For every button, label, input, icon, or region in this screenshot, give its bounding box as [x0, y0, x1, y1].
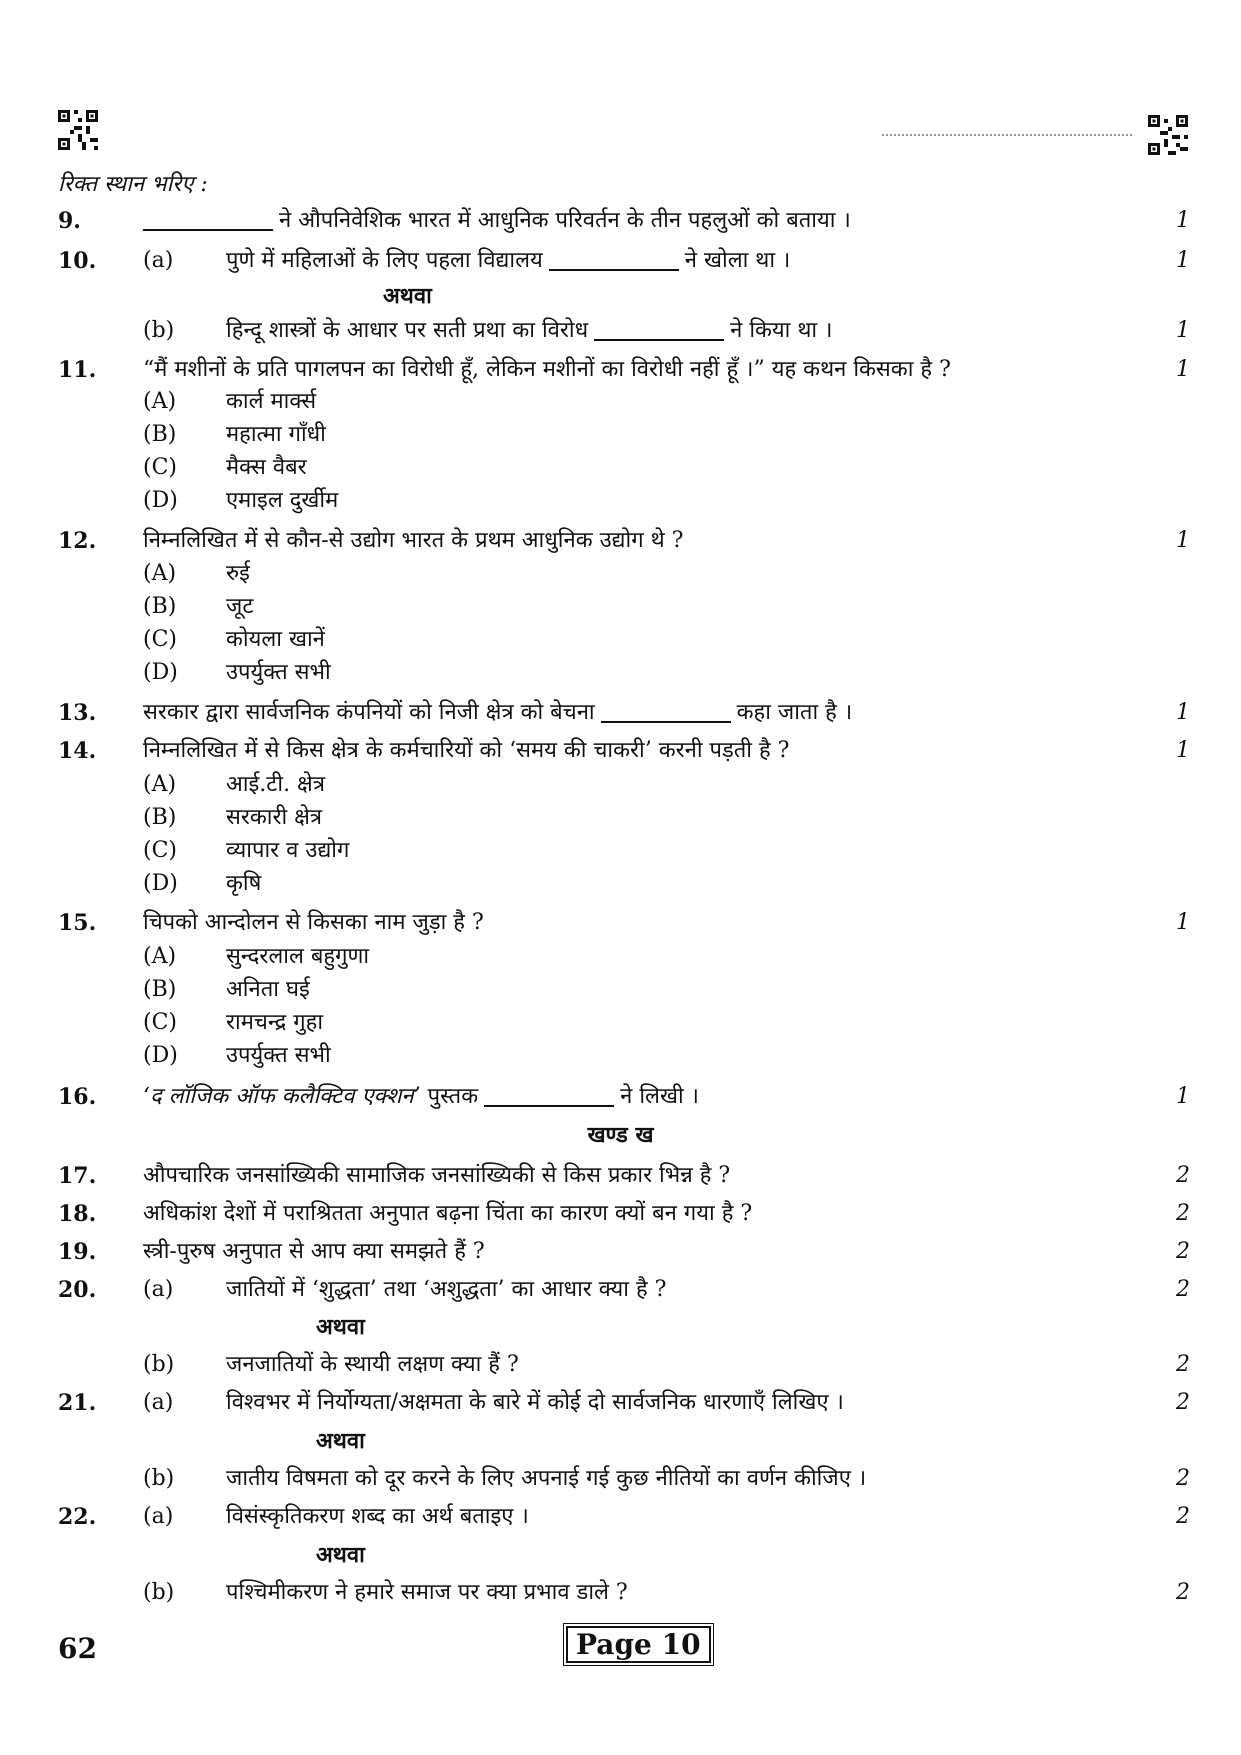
option	[0, 483, 1241, 519]
option-text: उपर्युक्त सभी	[226, 660, 331, 685]
marks: 1	[1176, 738, 1190, 763]
question-number: 16.	[58, 1084, 97, 1110]
or-divider	[0, 1309, 1241, 1345]
question-9	[0, 203, 1241, 239]
question-text: विश्वभर में निर्योग्यता/अक्षमता के बारे में कोई दो सार्वजनिक धारणाएँ लिखिए ।	[226, 1390, 844, 1415]
or-label: अथवा	[316, 1314, 365, 1340]
marks: 1	[1176, 910, 1190, 935]
question-number: 20.	[58, 1277, 97, 1303]
sub-label: (b)	[143, 1466, 175, 1491]
answer-blank	[484, 1104, 614, 1107]
question-text: औपचारिक जनसांख्यिकी सामाजिक जनसांख्यिकी से किस प्रकार भिन्न है ?	[143, 1163, 731, 1188]
marks: 2	[1176, 1239, 1190, 1264]
question-number: 14.	[58, 738, 97, 764]
question-16	[0, 1079, 1241, 1115]
sub-label: (a)	[143, 1390, 174, 1415]
option-text: रुई	[226, 561, 250, 586]
question-12	[0, 523, 1241, 559]
marks: 1	[1176, 318, 1190, 343]
question-21a	[0, 1385, 1241, 1421]
or-divider	[0, 1423, 1241, 1459]
question-number: 21.	[58, 1390, 97, 1416]
option	[0, 833, 1241, 869]
marks: 1	[1176, 248, 1190, 273]
option	[0, 972, 1241, 1008]
marks: 2	[1176, 1277, 1190, 1302]
marks: 2	[1176, 1352, 1190, 1377]
option	[0, 866, 1241, 902]
option	[0, 655, 1241, 691]
option-label: (B)	[143, 422, 177, 447]
marks: 2	[1176, 1580, 1190, 1605]
sub-label: (a)	[143, 1277, 174, 1302]
option-label: (A)	[143, 561, 177, 586]
header-rule	[882, 134, 1132, 136]
option-label: (A)	[143, 944, 177, 969]
question-number: 17.	[58, 1163, 97, 1189]
question-number: 10.	[58, 248, 97, 274]
question-number: 13.	[58, 700, 97, 726]
question-text: हिन्दू शास्त्रों के आधार पर सती प्रथा का विरोध ने किया था ।	[226, 318, 833, 343]
question-11	[0, 352, 1241, 388]
option	[0, 1005, 1241, 1041]
question-22a	[0, 1499, 1241, 1535]
option-label: (D)	[143, 660, 178, 685]
question-20a	[0, 1272, 1241, 1308]
question-20b	[0, 1347, 1241, 1383]
option-label: (B)	[143, 977, 177, 1002]
question-text: जातियों में ‘शुद्धता’ तथा ‘अशुद्धता’ का आधार क्या है ?	[226, 1277, 667, 1302]
option-label: (D)	[143, 871, 178, 896]
marks: 2	[1176, 1466, 1190, 1491]
marks: 1	[1176, 700, 1190, 725]
option	[0, 450, 1241, 486]
qr-code-icon	[58, 110, 98, 150]
marks: 1	[1176, 528, 1190, 553]
question-text: सरकार द्वारा सार्वजनिक कंपनियों को निजी क्षेत्र को बेचना कहा जाता है ।	[143, 700, 853, 725]
answer-blank	[601, 720, 731, 723]
question-text: ‘द लॉजिक ऑफ कलैक्टिव एक्शन’ पुस्तक ने लिखी ।	[143, 1084, 699, 1109]
option-text: जूट	[226, 594, 254, 619]
question-number: 9.	[58, 208, 81, 234]
option-text: आई.टी. क्षेत्र	[226, 772, 325, 797]
sub-label: (a)	[143, 248, 174, 273]
question-10a	[0, 243, 1241, 279]
or-label: अथवा	[316, 1542, 365, 1568]
option	[0, 556, 1241, 592]
paper-code: 62	[58, 1632, 97, 1665]
option-text: अनिता घई	[226, 977, 310, 1002]
option-label: (C)	[143, 455, 177, 480]
question-text: अधिकांश देशों में पराश्रितता अनुपात बढ़ना चिंता का कारण क्यों बन गया है ?	[143, 1201, 753, 1226]
option	[0, 1038, 1241, 1074]
section-heading: खण्ड ख	[587, 1122, 654, 1148]
marks: 2	[1176, 1504, 1190, 1529]
option-text: रामचन्द्र गुहा	[226, 1010, 324, 1035]
question-text: पश्चिमीकरण ने हमारे समाज पर क्या प्रभाव डाले ?	[226, 1580, 628, 1605]
option	[0, 622, 1241, 658]
or-divider	[0, 278, 1241, 314]
marks: 1	[1176, 357, 1190, 382]
question-number: 19.	[58, 1239, 97, 1265]
question-text: निम्नलिखित में से कौन-से उद्योग भारत के प्रथम आधुनिक उद्योग थे ?	[143, 528, 684, 553]
question-text: निम्नलिखित में से किस क्षेत्र के कर्मचारियों को ‘समय की चाकरी’ करनी पड़ती है ?	[143, 738, 790, 763]
question-text: पुणे में महिलाओं के लिए पहला विद्यालय ने खोला था ।	[226, 248, 791, 273]
sub-label: (a)	[143, 1504, 174, 1529]
answer-blank	[143, 228, 273, 231]
option	[0, 800, 1241, 836]
option-label: (C)	[143, 1010, 177, 1035]
answer-blank	[549, 268, 679, 271]
question-17	[0, 1158, 1241, 1194]
answer-blank	[594, 338, 724, 341]
option-label: (D)	[143, 488, 178, 513]
question-18	[0, 1196, 1241, 1232]
option-text: सरकारी क्षेत्र	[226, 805, 323, 830]
option-label: (C)	[143, 627, 177, 652]
or-divider	[0, 1537, 1241, 1573]
or-label: अथवा	[316, 1428, 365, 1454]
question-text: विसंस्कृतिकरण शब्द का अर्थ बताइए ।	[226, 1504, 529, 1529]
qr-code-icon	[1148, 115, 1188, 155]
question-text: चिपको आन्दोलन से किसका नाम जुड़ा है ?	[143, 910, 484, 935]
option-label: (B)	[143, 805, 177, 830]
question-21b	[0, 1461, 1241, 1497]
sub-label: (b)	[143, 1352, 175, 1377]
option-label: (A)	[143, 389, 177, 414]
sub-label: (b)	[143, 318, 175, 343]
option-text: कोयला खानें	[226, 627, 325, 652]
question-text: जनजातियों के स्थायी लक्षण क्या हैं ?	[226, 1352, 519, 1377]
question-text: ने औपनिवेशिक भारत में आधुनिक परिवर्तन के तीन पहलुओं को बताया ।	[143, 203, 851, 239]
page-number: Page 10	[566, 1626, 711, 1663]
section-instruction: रिक्त स्थान भरिए :	[58, 172, 208, 197]
option-text: सुन्दरलाल बहुगुणा	[226, 944, 370, 969]
option-label: (A)	[143, 772, 177, 797]
question-number: 22.	[58, 1504, 97, 1530]
marks: 1	[1176, 1084, 1190, 1109]
option	[0, 767, 1241, 803]
question-number: 18.	[58, 1201, 97, 1227]
option-label: (B)	[143, 594, 177, 619]
question-22b	[0, 1575, 1241, 1611]
question-number: 15.	[58, 910, 97, 936]
marks: 2	[1176, 1390, 1190, 1415]
question-text: स्त्री-पुरुष अनुपात से आप क्या समझते हैं ?	[143, 1239, 485, 1264]
question-number: 11.	[58, 357, 97, 383]
option	[0, 417, 1241, 453]
question-13	[0, 695, 1241, 731]
question-number: 12.	[58, 528, 97, 554]
option-text: एमाइल दुर्खीम	[226, 488, 339, 513]
question-19	[0, 1234, 1241, 1270]
option-text: कार्ल मार्क्स	[226, 389, 317, 414]
option	[0, 939, 1241, 975]
option	[0, 589, 1241, 625]
or-label: अथवा	[383, 283, 432, 309]
option	[0, 384, 1241, 420]
question-text: जातीय विषमता को दूर करने के लिए अपनाई गई कुछ नीतियों का वर्णन कीजिए ।	[226, 1466, 867, 1491]
question-text: “मैं मशीनों के प्रति पागलपन का विरोधी हूँ, लेकिन मशीनों का विरोधी नहीं हूँ ।” यह कथन किसका है ?	[143, 357, 951, 382]
option-text: मैक्स वैबर	[226, 455, 307, 480]
question-15	[0, 905, 1241, 941]
sub-label: (b)	[143, 1580, 175, 1605]
marks: 2	[1176, 1201, 1190, 1226]
option-text: कृषि	[226, 871, 262, 896]
option-text: व्यापार व उद्योग	[226, 838, 350, 863]
question-10b	[0, 313, 1241, 349]
question-14	[0, 733, 1241, 769]
option-label: (D)	[143, 1043, 178, 1068]
option-text: महात्मा गाँधी	[226, 422, 326, 447]
marks: 2	[1176, 1163, 1190, 1188]
option-text: उपर्युक्त सभी	[226, 1043, 331, 1068]
marks: 1	[1176, 208, 1190, 233]
option-label: (C)	[143, 838, 177, 863]
